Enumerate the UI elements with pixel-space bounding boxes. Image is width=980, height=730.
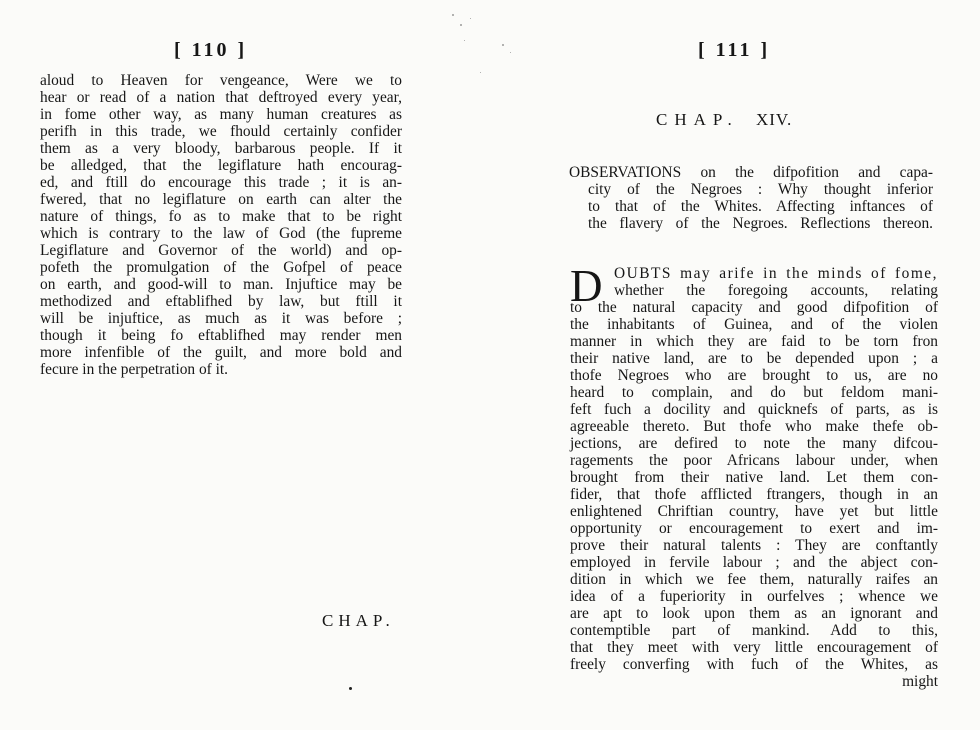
text-line: fecure in the perpetration of it. bbox=[40, 361, 229, 378]
text-line: on earth, and good-will to man. Injuftice may be bbox=[40, 276, 402, 293]
left-page bbox=[0, 0, 470, 730]
right-page bbox=[490, 0, 980, 730]
text-line: ed, and ftill do encourage this trade ; it is an- bbox=[40, 174, 402, 191]
text-line: fwered, that no legiflature on earth can alter the bbox=[40, 191, 402, 208]
text-line: prove their natural talents : They are conftantly bbox=[570, 537, 938, 554]
text-line: agreeable thereto. But thofe who make thefe ob- bbox=[570, 418, 938, 435]
text-line: pofeth the promulgation of the Gofpel of peace bbox=[40, 259, 402, 276]
text-line: feft fuch a docility and quicknefs of parts, as is bbox=[570, 401, 938, 418]
text-line: that they meet with very little encouragement of bbox=[570, 639, 938, 656]
text-line: methodized and eftablifhed by law, but ftill it bbox=[40, 293, 402, 310]
text-line: freely converfing with fuch of the Whites, as bbox=[570, 656, 938, 673]
ink-dot bbox=[349, 687, 352, 690]
catchword: CHAP. bbox=[322, 611, 395, 630]
text-line: employed in fervile labour ; and the abject con- bbox=[570, 554, 938, 571]
text-line: more infenfible of the guilt, and more bold and bbox=[40, 344, 402, 361]
text-line: OUBTS may arife in the minds of fome, bbox=[614, 265, 938, 282]
text-line: might bbox=[902, 673, 938, 690]
page-number: [ 110 ] bbox=[174, 39, 248, 61]
text-line: brought from their native land. Let them con- bbox=[570, 469, 938, 486]
text-line: them as a very bloody, barbarous people. If it bbox=[40, 140, 402, 157]
text-line: whether the foregoing accounts, relating bbox=[614, 282, 938, 299]
text-line: which is contrary to the law of God (the fupreme bbox=[40, 225, 402, 242]
chapter-title bbox=[656, 110, 792, 130]
text-line: perifh in this trade, we fhould certainly confider bbox=[40, 123, 402, 140]
text-line: manner in which they are faid to be torn fron bbox=[570, 333, 938, 350]
chapter-number: XIV. bbox=[755, 110, 793, 129]
chapter-body bbox=[570, 261, 938, 690]
text-line: thofe Negroes who are brought to us, are no bbox=[570, 367, 938, 384]
text-line: opportunity or encouragement to exert and im- bbox=[570, 520, 938, 537]
text-line: city of the Negroes : Why thought inferior bbox=[588, 181, 933, 198]
text-line: will be injuftice, as much as it was before ; bbox=[40, 310, 402, 327]
text-line: the flavery of the Negroes. Reflections thereon. bbox=[588, 215, 933, 232]
text-line: nature of things, fo as to make that to be right bbox=[40, 208, 402, 225]
text-line: jections, are defired to note the many difcou- bbox=[570, 435, 938, 452]
chapter-summary bbox=[569, 164, 933, 232]
text-line: idea of a fuperiority in ourfelves ; whence we bbox=[570, 588, 938, 605]
chapter-label: CHAP. bbox=[656, 110, 739, 129]
text-line: fider, that thofe afflicted ftrangers, though in an bbox=[570, 486, 938, 503]
text-line: contemptible part of mankind. Add to this, bbox=[570, 622, 938, 639]
text-line: are apt to look upon them as an ignorant and bbox=[570, 605, 938, 622]
text-line: to that of the Whites. Affecting inftances of bbox=[588, 198, 933, 215]
drop-cap: D bbox=[570, 261, 603, 311]
text-line: in fome other way, as many human creatures as bbox=[40, 106, 402, 123]
text-line: the inhabitants of Guinea, and of the violen bbox=[570, 316, 938, 333]
text-line: their native land, are to be depended upon ; a bbox=[570, 350, 938, 367]
text-line: aloud to Heaven for vengeance, Were we to bbox=[40, 72, 402, 89]
text-line: dition in which we fee them, naturally raifes an bbox=[570, 571, 938, 588]
text-line: OBSERVATIONS on the difpofition and capa- bbox=[569, 164, 933, 181]
text-line: Legiflature and Governor of the world) and op- bbox=[40, 242, 402, 259]
text-line: be alledged, that the legiflature hath encourag- bbox=[40, 157, 402, 174]
text-line: enlightened Chriftian country, have yet but little bbox=[570, 503, 938, 520]
text-line: hear or read of a nation that deftroyed every year, bbox=[40, 89, 402, 106]
text-line: though it being fo eftablifhed may render men bbox=[40, 327, 402, 344]
text-line: ragements the poor Africans labour under, when bbox=[570, 452, 938, 469]
text-line: heard to complain, and do but feldom mani- bbox=[570, 384, 938, 401]
page-number: [ 111 ] bbox=[698, 39, 771, 61]
text-line: to the natural capacity and good difpofition of bbox=[570, 299, 938, 316]
left-page-text bbox=[40, 72, 402, 378]
